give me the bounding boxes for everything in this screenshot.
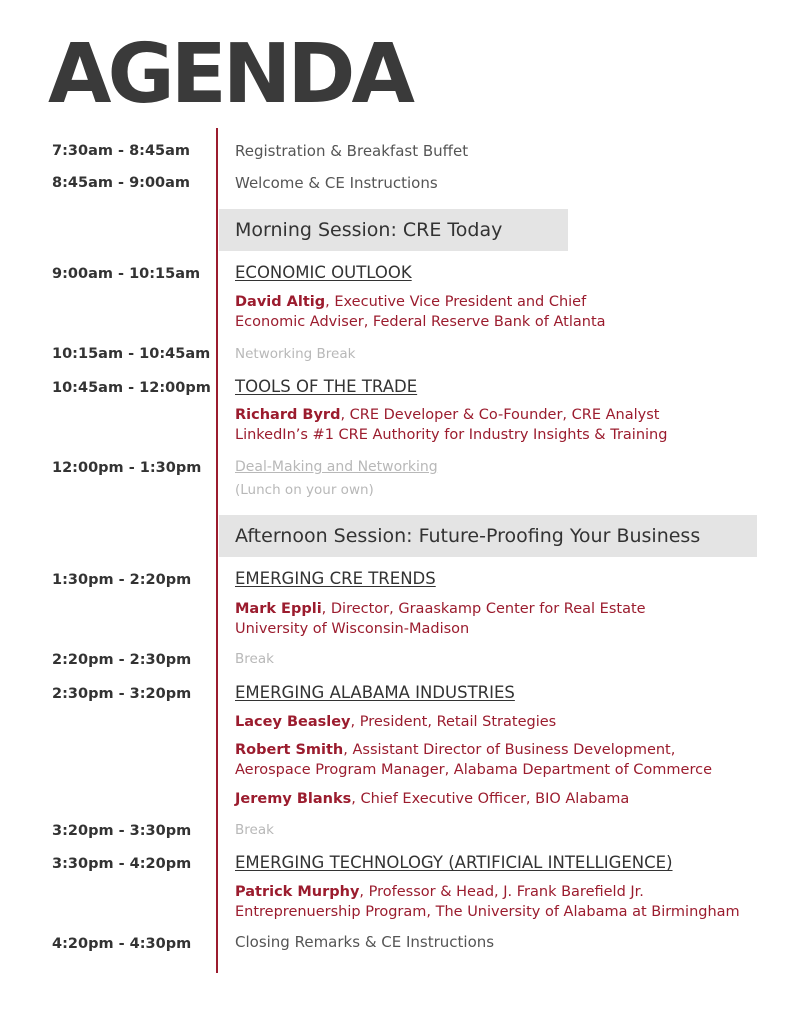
topic-title: EMERGING TECHNOLOGY (ARTIFICIAL INTELLIGENCE) [235,853,673,872]
time-label: 9:00am - 10:15am [52,266,201,282]
speaker-role: , Director, Graaskamp Center for Real Estate [321,601,646,617]
speaker-role: , Executive Vice President and Chief [325,294,587,310]
topic-title: EMERGING ALABAMA INDUSTRIES [235,683,515,702]
time-label: 3:30pm - 4:20pm [52,856,192,872]
agenda-item: Welcome & CE Instructions [235,174,438,192]
agenda-item: Deal-Making and Networking [235,459,438,475]
time-label: 8:45am - 9:00am [52,175,191,191]
speaker-name: David Altig [235,294,326,310]
agenda-item: Networking Break [235,346,356,362]
time-label: 10:15am - 10:45am [52,346,211,362]
speaker-role: Economic Adviser, Federal Reserve Bank of Atlanta [235,314,606,330]
agenda-item: Registration & Breakfast Buffet [235,142,469,160]
time-label: 12:00pm - 1:30pm [52,460,202,476]
speaker-role: Aerospace Program Manager, Alabama Department of Commerce [235,762,712,778]
agenda-note: (Lunch on your own) [235,482,374,498]
speaker-name: Robert Smith [235,742,344,758]
speaker-info [235,789,629,809]
agenda-item: Closing Remarks & CE Instructions [235,933,495,951]
speaker-role: Entreprenuership Program, The University of Alabama at Birmingham [235,904,740,920]
speaker-role: , CRE Developer & Co-Founder, CRE Analyst [340,407,660,423]
speaker-role: , Assistant Director of Business Development, [343,742,676,758]
speaker-info [235,712,556,732]
speaker-role: University of Wisconsin-Madison [235,621,470,637]
speaker-role: , Chief Executive Officer, BIO Alabama [351,791,630,807]
time-label: 4:20pm - 4:30pm [52,936,192,952]
timeline-divider [216,128,218,973]
speaker-role: , Professor & Head, J. Frank Barefield Jr. [359,884,644,900]
page-title: AGENDA [48,27,411,122]
topic-title: EMERGING CRE TRENDS [235,569,436,588]
speaker-name: Mark Eppli [235,601,322,617]
speaker-name: Lacey Beasley [235,714,351,730]
speaker-role: LinkedIn’s #1 CRE Authority for Industry Insights & Training [235,427,668,443]
speaker-info [235,405,667,445]
speaker-name: Patrick Murphy [235,884,360,900]
time-label: 1:30pm - 2:20pm [52,572,192,588]
speaker-info [235,292,606,332]
session-header-afternoon: Afternoon Session: Future-Proofing Your Business [219,515,757,557]
speaker-info [235,599,646,639]
speaker-role: , President, Retail Strategies [350,714,557,730]
agenda-item: Break [235,822,274,838]
agenda-item: Break [235,651,274,667]
time-label: 7:30am - 8:45am [52,143,191,159]
speaker-name: Richard Byrd [235,407,341,423]
session-header-morning: Morning Session: CRE Today [219,209,568,251]
speaker-info [235,740,712,780]
time-label: 10:45am - 12:00pm [52,380,211,396]
topic-title: TOOLS OF THE TRADE [235,377,418,396]
time-label: 2:20pm - 2:30pm [52,652,192,668]
time-label: 2:30pm - 3:20pm [52,686,192,702]
topic-title: ECONOMIC OUTLOOK [235,263,412,282]
speaker-info [235,882,740,922]
speaker-name: Jeremy Blanks [235,791,352,807]
time-label: 3:20pm - 3:30pm [52,823,192,839]
